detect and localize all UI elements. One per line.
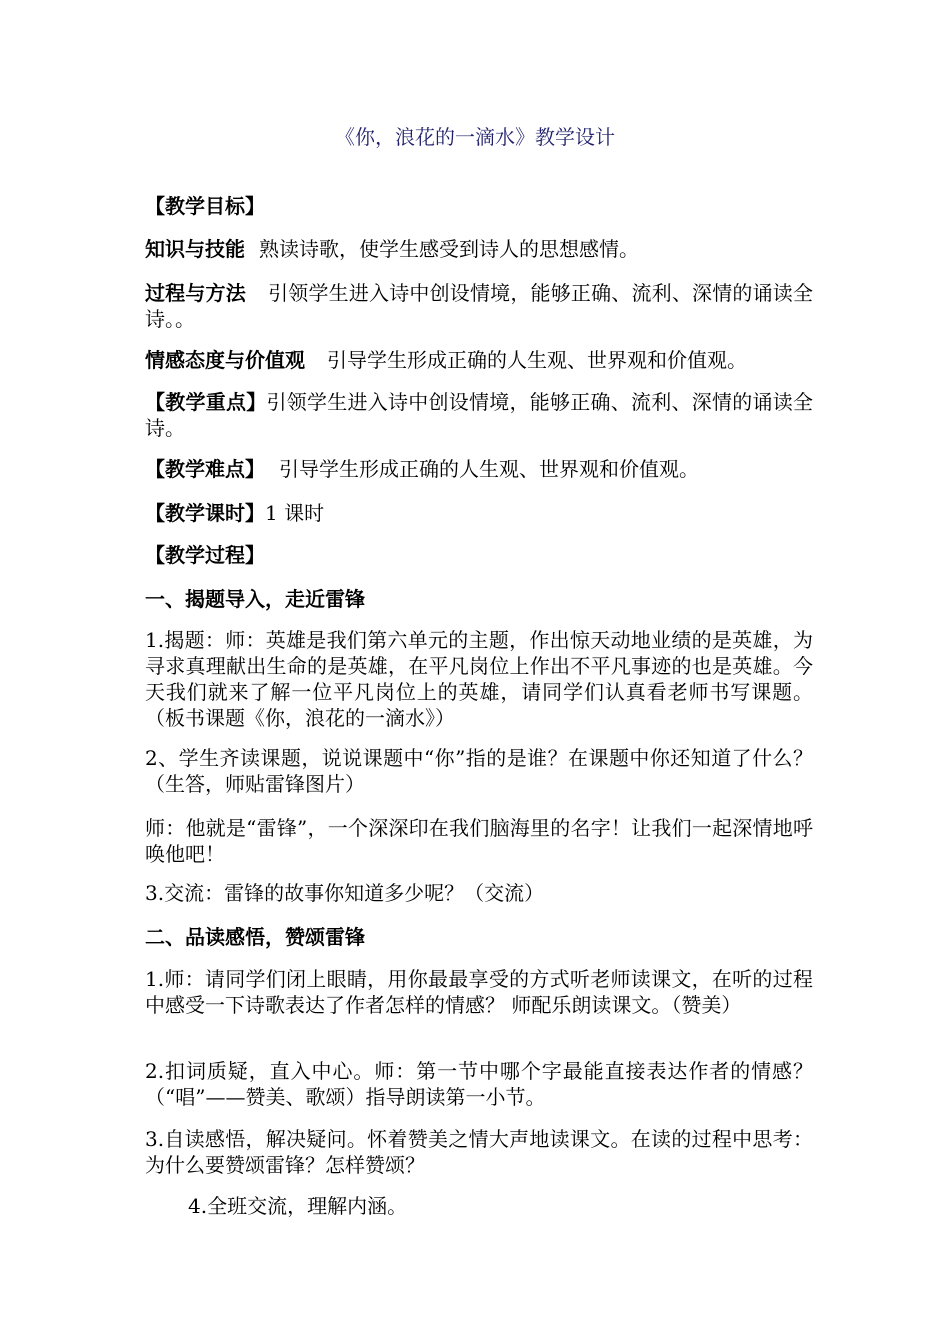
- section1-paragraph-1: 1.揭题：师：英雄是我们第六单元的主题，作出惊天动地业绩的是英雄，为寻求真理献出生命的是英雄，在平凡岗位上作出不平凡事迹的也是英雄。今天我们就来了解一位平凡岗位上的英雄，请同学们认真看老师书写课题。（板书课题《你，浪花的一滴水》）: [145, 628, 813, 730]
- process-method-paragraph: [145, 280, 813, 332]
- emotion-text: 引导学生形成正确的人生观、世界观和价值观。: [327, 348, 747, 372]
- hours-text: 1 课时: [265, 501, 325, 525]
- knowledge-label: 知识与技能: [145, 237, 245, 261]
- difficulty-paragraph: [145, 456, 813, 482]
- section2-paragraph-2: 2.扣词质疑，直入中心。师：第一节中哪个字最能直接表达作者的情感？（“唱”——赞美、歌颂）指导朗读第一小节。: [145, 1059, 813, 1109]
- section2-paragraph-3: 3.自读感悟，解决疑问。怀着赞美之情大声地读课文。在读的过程中思考：为什么要赞颂雷锋？怎样赞颂？: [145, 1127, 813, 1177]
- emotion-paragraph: [145, 347, 813, 373]
- document-title: 《你，浪花的一滴水》教学设计: [335, 125, 615, 149]
- process-text: 引领学生进入诗中创设情境，能够正确、流利、深情的诵读全诗。。: [145, 281, 813, 331]
- section2-paragraph-1: 1.师：请同学们闭上眼睛，用你最最享受的方式听老师读课文，在听的过程中感受一下诗歌表达了作者怎样的情感？ 师配乐朗读课文。（赞美）: [145, 967, 813, 1017]
- key-label: 【教学重点】: [145, 390, 267, 414]
- knowledge-text: 熟读诗歌，使学生感受到诗人的思想感情。: [259, 237, 639, 261]
- section1-heading: 一、揭题导入，走近雷锋: [145, 587, 365, 611]
- section1-paragraph-3: 师：他就是“雷锋”，一个深深印在我们脑海里的名字！让我们一起深情地呼唤他吧！: [145, 816, 813, 866]
- section1-paragraph-2: 2、学生齐读课题，说说课题中“你”指的是谁？在课题中你还知道了什么？（生答，师贴雷锋图片）: [145, 746, 813, 796]
- key-point-paragraph: [145, 389, 813, 441]
- hours-label: 【教学课时】: [145, 501, 265, 525]
- process-label: 过程与方法: [145, 281, 246, 305]
- section2-paragraph-4: 4.全班交流，理解内涵。: [188, 1194, 408, 1218]
- difficulty-label: 【教学难点】: [145, 457, 265, 481]
- objectives-heading: 【教学目标】: [145, 194, 265, 218]
- section1-paragraph-4: 3.交流：雷锋的故事你知道多少呢？（交流）: [145, 881, 545, 905]
- knowledge-paragraph: [145, 236, 813, 262]
- emotion-label: 情感态度与价值观: [145, 348, 305, 372]
- section2-heading: 二、品读感悟，赞颂雷锋: [145, 925, 365, 949]
- difficulty-text: 引导学生形成正确的人生观、世界观和价值观。: [279, 457, 699, 481]
- process-heading: 【教学过程】: [145, 543, 265, 567]
- hours-paragraph: [145, 500, 813, 526]
- key-text: 引领学生进入诗中创设情境，能够正确、流利、深情的诵读全诗。: [145, 390, 813, 440]
